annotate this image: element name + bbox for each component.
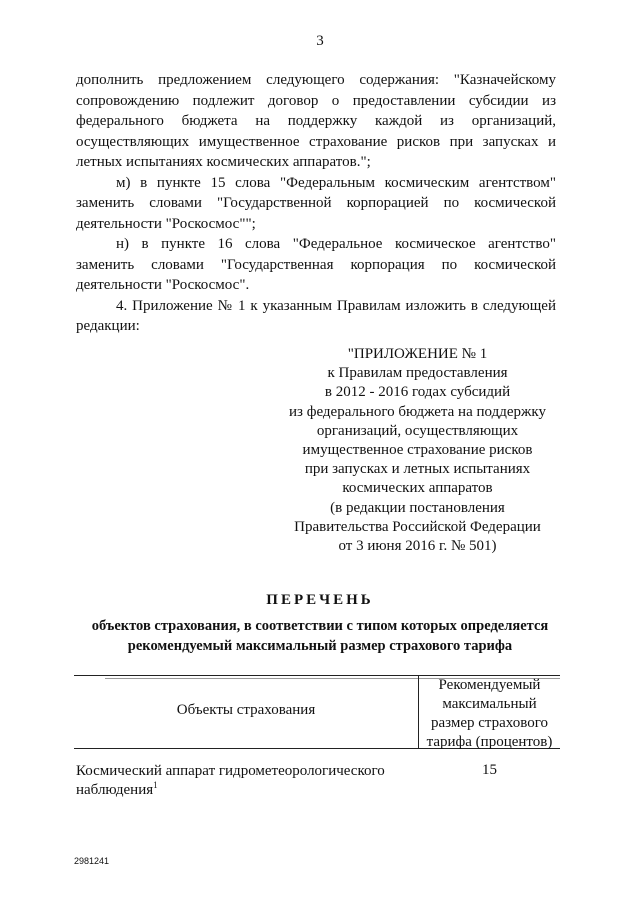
document-code: 2981241 [74, 856, 110, 866]
paragraph: дополнить предложением следующего содержания: "Казначейскому сопровождению подлежит договор о предоставлении субсидии из федерального бюджета на поддержку каждой из организаций, осуществляющих имущественное страхование рисков при запусках и летных испытаниях космических аппаратов."; [76, 72, 556, 170]
table-header-rate: Рекомендуемый максимальный размер страхового тарифа (процентов) [426, 677, 553, 750]
appendix-line: к Правилам предоставления [327, 365, 508, 382]
list-subtitle: объектов страхования, в соответствии с типом которых определяется рекомендуемый максимальный размер страхового тарифа [91, 618, 549, 654]
paragraph: н) в пункте 16 слова "Федеральное космическое агентство" заменить словами "Государственная корпорация по космической деятельности "Роскосмос". [76, 236, 556, 293]
appendix-line: (в редакции постановления [330, 499, 505, 516]
table-cell-object: Космический аппарат гидрометеорологического наблюдения [76, 763, 385, 798]
appendix-line: "ПРИЛОЖЕНИЕ № 1 [347, 346, 488, 362]
appendix-line: в 2012 - 2016 годах субсидий [324, 384, 511, 401]
list-title: ПЕРЕЧЕНЬ [266, 592, 374, 608]
appendix-line: имущественное страхование рисков [302, 442, 533, 459]
appendix-line: при запусках и летных испытаниях [304, 461, 531, 478]
appendix-line: космических аппаратов [342, 480, 493, 497]
table-cell-rate: 15 [482, 762, 497, 778]
body-text [76, 70, 556, 337]
appendix-line: организаций, осуществляющих [316, 422, 519, 439]
footnote-marker: 1 [153, 780, 158, 790]
paragraph: 4. Приложение № 1 к указанным Правилам изложить в следующей редакции: [76, 297, 556, 334]
table-row-object [76, 762, 406, 800]
appendix-line: от 3 июня 2016 г. № 501) [338, 538, 497, 555]
appendix-header [285, 345, 550, 556]
paragraph: м) в пункте 15 слова "Федеральным космическим агентством" заменить словами "Государственной корпорацией по космической деятельности "Роскосмос""; [76, 174, 556, 232]
appendix-line: Правительства Российской Федерации [294, 518, 541, 535]
page-number: 3 [316, 33, 324, 49]
appendix-line: из федерального бюджета на поддержку [289, 403, 546, 420]
table-header-objects: Объекты страхования [176, 702, 316, 718]
